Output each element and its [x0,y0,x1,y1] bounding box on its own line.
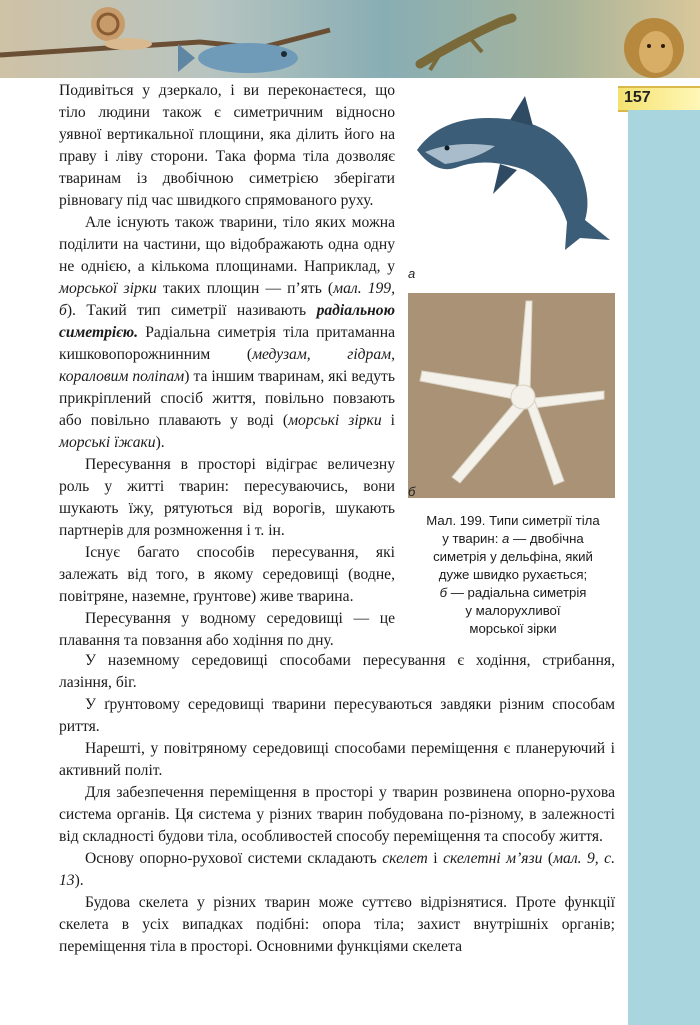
paragraph: У наземному середовищі способами пересування є ходіння, стрибання, лазіння, біг. [59,652,615,691]
paragraph: Нарешті, у повітряному середовищі способами переміщення є планеруючий і активний політ. [59,740,615,779]
figure-caption: Мал. 199. Типи симетрії тіла у тварин: а — двобічна симетрія у дельфіна, який дуже швидко рухається; б — радіальна симетрія у малорухливої морської зірки [426,513,600,636]
paragraph: Подивіться у дзеркало, і ви переконаєтеся, що тіло людини також є симетричним відносно уявної вертикальної площини, яка ділить його на праву і ліву сторони. Така форма тіла дозволяє тваринам із двобічною симетрією зберігати рівновагу під час швидкого спрямованого руху. [59,82,395,209]
paragraph: У ґрунтовому середовищі тварини пересуваються завдяки різним способам риття. [59,696,615,735]
banner-illustration [0,0,700,78]
page-number: 157 [624,89,651,106]
paragraph: Пересування у водному середовищі — це плавання та повзання або ходіння по дну. [59,610,395,649]
paragraph: Будова скелета у різних тварин може суттєво відрізнятися. Проте функції скелета в усіх випадках подібні: опора тіла; захист внутрішніх органів; переміщення тіла в просторі. Основними функціями скелета [59,894,615,955]
dolphin-image [405,90,620,260]
paragraph: Основу опорно-рухової системи складають скелет і скелетні м’язи (мал. 9, с. 13). [59,850,616,889]
starfish-image [408,293,615,498]
column-text [59,80,395,652]
paragraph: Пересування в просторі відіграє величезну роль у житті тварин: пересуваючись, вони шукають їжу, рятуються від ворогів, шукають партнерів для розмноження і т. ін. [59,456,395,539]
paragraph: Але існують також тварини, тіло яких можна поділити на частини, що відображають одна одну не однією, а кількома площинами. Наприклад, у морської зірки таких площин — п’ять (мал. 199, б). Такий тип симетрії називають радіальною симетрією. Радіальна симетрія тіла притаманна кишковопорожнинним (медузам, гідрам, кораловим поліпам) та іншим тваринам, які ведуть прикріплений спосіб життя, повільно повзають або повільно плавають у воді (морські зірки і морські їжаки). [59,214,396,451]
header-banner [0,0,700,78]
full-width-text [59,650,615,958]
figure-label-a: а [408,266,416,281]
page-number-tab [618,86,700,112]
paragraph: Існує багато способів пересування, які залежать від того, в якому середовищі (водне, повітряне, наземне, ґрунтове) живе тварина. [59,544,395,605]
paragraph: Для забезпечення переміщення в просторі у тварин розвинена опорно-рухова система органів. Ця система у різних тварин побудована по-різному, в залежності від складності будови тіла, особливостей способу переміщення та способу життя. [59,784,615,845]
side-margin-strip [628,110,700,1025]
figure-label-b: б [408,484,416,499]
lion-icon [624,18,684,78]
